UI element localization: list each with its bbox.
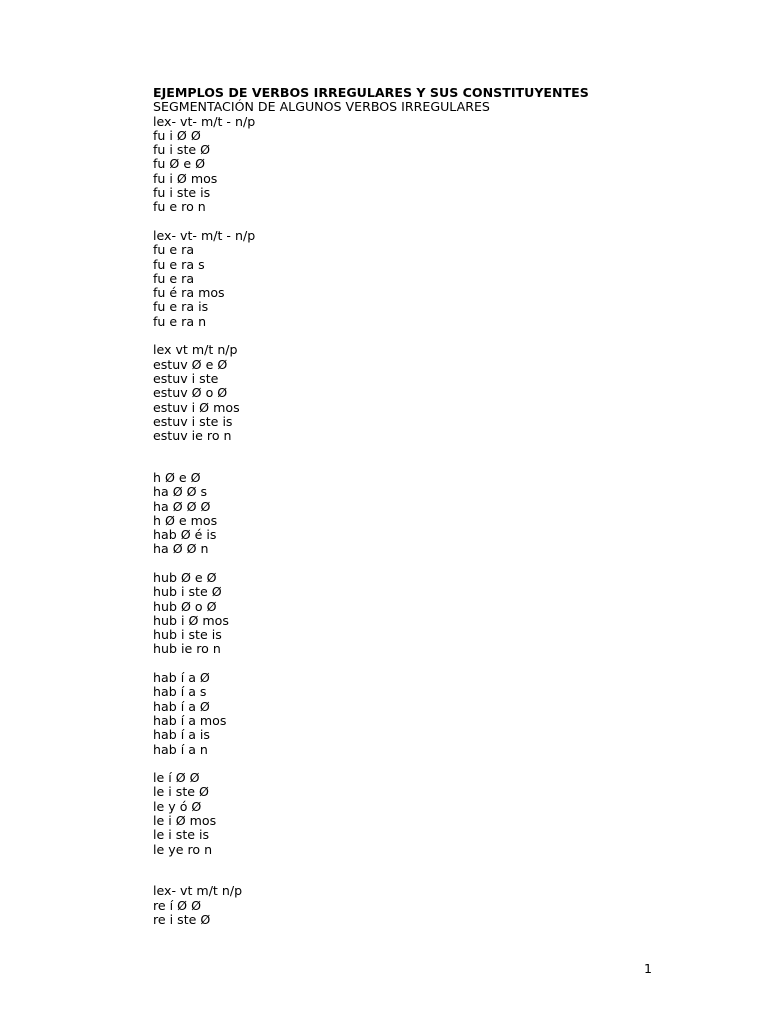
verb-block bbox=[153, 884, 673, 927]
segment-line: h Ø e mos bbox=[153, 512, 218, 528]
segment-line: hub ie ro n bbox=[153, 641, 221, 657]
segment-line: fu i ste is bbox=[153, 185, 211, 201]
segment-line: fu i Ø mos bbox=[153, 170, 218, 186]
segment-header-line: lex vt m/t n/p bbox=[153, 342, 238, 358]
segment-line: le i Ø mos bbox=[153, 813, 217, 829]
verb-block bbox=[153, 771, 673, 857]
document-subtitle: SEGMENTACIÓN DE ALGUNOS VERBOS IRREGULARES bbox=[153, 99, 490, 115]
segment-line: le i ste is bbox=[153, 827, 210, 843]
segment-line: hub i ste is bbox=[153, 627, 222, 643]
segment-line: estuv Ø o Ø bbox=[153, 385, 228, 401]
segment-line: hab í a s bbox=[153, 684, 207, 700]
segment-line: re i ste Ø bbox=[153, 912, 211, 928]
block-spacer bbox=[153, 443, 673, 471]
segment-line: fu i ste Ø bbox=[153, 142, 211, 158]
segment-line: fu e ra s bbox=[153, 256, 205, 272]
segment-line: hub i ste Ø bbox=[153, 584, 222, 600]
segment-header-line: le í Ø Ø bbox=[153, 770, 200, 786]
segment-line: le i ste Ø bbox=[153, 784, 209, 800]
block-spacer bbox=[153, 215, 673, 229]
segment-header-line: lex- vt- m/t - n/p bbox=[153, 227, 256, 243]
segment-header-line: lex- vt- m/t - n/p bbox=[153, 113, 256, 129]
verb-block bbox=[153, 571, 673, 657]
segment-line: fu Ø e Ø bbox=[153, 156, 205, 172]
segment-line: hub Ø o Ø bbox=[153, 598, 217, 614]
segment-line: fu e ra n bbox=[153, 313, 207, 329]
segment-line: fu i Ø Ø bbox=[153, 127, 201, 143]
segment-line: hab í a is bbox=[153, 727, 210, 743]
verb-segmentation-list bbox=[153, 115, 673, 928]
segment-line: fu e ra is bbox=[153, 299, 209, 315]
segment-line: fu e ra bbox=[153, 270, 195, 286]
segment-line: hab í a Ø bbox=[153, 698, 210, 714]
segment-line: le y ó Ø bbox=[153, 798, 202, 814]
verb-block bbox=[153, 229, 673, 329]
segment-line: le ye ro n bbox=[153, 841, 213, 857]
segment-line: hub i Ø mos bbox=[153, 612, 229, 628]
verb-block bbox=[153, 471, 673, 557]
segment-line: ha Ø Ø Ø bbox=[153, 498, 211, 514]
block-spacer bbox=[153, 329, 673, 343]
segment-header-line: h Ø e Ø bbox=[153, 469, 201, 485]
segment-line: fu é ra mos bbox=[153, 285, 225, 301]
segment-header-line: lex- vt m/t n/p bbox=[153, 883, 243, 899]
document-title: EJEMPLOS DE VERBOS IRREGULARES Y SUS CONSTITUYENTES bbox=[153, 85, 589, 100]
segment-line: fu e ro n bbox=[153, 199, 206, 215]
verb-block bbox=[153, 671, 673, 757]
segment-line: re í Ø Ø bbox=[153, 897, 201, 913]
segment-line: estuv Ø e Ø bbox=[153, 356, 228, 372]
block-spacer bbox=[153, 557, 673, 571]
segment-line: ha Ø Ø n bbox=[153, 541, 209, 557]
segment-line: estuv i ste bbox=[153, 370, 219, 386]
block-spacer bbox=[153, 657, 673, 671]
block-spacer bbox=[153, 757, 673, 771]
segment-header-line: hub Ø e Ø bbox=[153, 570, 217, 585]
document-body bbox=[153, 86, 673, 927]
segment-header-line: hab í a Ø bbox=[153, 670, 210, 686]
segment-line: hab í a mos bbox=[153, 712, 227, 728]
segment-line: hab í a n bbox=[153, 741, 208, 757]
segment-line: estuv i ste is bbox=[153, 413, 233, 429]
segment-line: estuv ie ro n bbox=[153, 428, 232, 444]
segment-line: fu e ra bbox=[153, 242, 195, 258]
page-number: 1 bbox=[644, 961, 653, 976]
block-spacer bbox=[153, 857, 673, 885]
segment-line: hab Ø é is bbox=[153, 527, 217, 543]
verb-block bbox=[153, 343, 673, 443]
segment-line: estuv i Ø mos bbox=[153, 399, 240, 415]
verb-block bbox=[153, 115, 673, 215]
segment-line: ha Ø Ø s bbox=[153, 484, 208, 500]
